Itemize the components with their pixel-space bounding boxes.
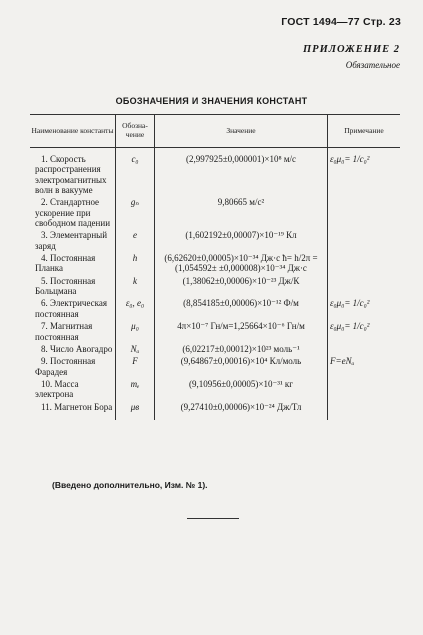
cell-value: 4π×10⁻⁷ Гн/м=1,25664×10⁻⁶ Гн/м — [155, 320, 328, 343]
table-title: ОБОЗНАЧЕНИЯ И ЗНАЧЕНИЯ КОНСТАНТ — [115, 96, 308, 106]
cell-note: ε₀μ₀= 1/c₀² — [328, 297, 401, 320]
cell-symbol: Nₐ — [116, 343, 155, 355]
cell-name: 2. Стандартное ускорение при свободном падении — [35, 197, 111, 229]
cell-symbol: gₙ — [116, 196, 155, 229]
appendix-title: ПРИЛОЖЕНИЕ 2 — [303, 44, 400, 55]
cell-symbol: F — [116, 355, 155, 378]
cell-symbol: h — [116, 252, 155, 275]
cell-note: ε₀μ₀= 1/c₀² — [328, 148, 401, 197]
cell-value: (6,62620±0,00005)×10⁻³⁴ Дж·с ħ= h/2π =(1,054592± ±0,000008)×10⁻³⁴ Дж·с — [155, 252, 328, 275]
table-row — [30, 252, 400, 275]
table-header-row — [30, 115, 400, 148]
column-header-symbol: Обозна-чение — [116, 115, 155, 148]
cell-value: (8,854185±0,00006)×10⁻¹² Ф/м — [155, 297, 328, 320]
cell-symbol: c₀ — [116, 148, 155, 197]
closing-rule — [187, 518, 239, 519]
cell-name: 1. Скорость распространения электромагнитных волн в вакууме — [35, 154, 107, 196]
cell-value: (1,602192±0,00007)×10⁻¹⁹ Кл — [155, 229, 328, 252]
cell-symbol: k — [116, 275, 155, 298]
footnote: (Введено дополнительно, Изм. № 1). — [52, 480, 208, 490]
cell-value: (9,27410±0,00006)×10⁻²⁴ Дж/Тл — [155, 401, 328, 420]
cell-value: (9,64867±0,00016)×10⁴ Кл/моль — [155, 355, 328, 378]
table-row — [30, 355, 400, 378]
table-row — [30, 196, 400, 229]
cell-symbol: μ₀ — [116, 320, 155, 343]
cell-note — [328, 229, 401, 252]
cell-note — [328, 401, 401, 420]
cell-name: 8. Число Авогадро — [41, 343, 113, 354]
appendix-block — [303, 44, 400, 70]
table-row — [30, 148, 400, 197]
cell-note: F=eNₐ — [328, 355, 401, 378]
cell-value: (1,38062±0,00006)×10⁻²³ Дж/К — [155, 275, 328, 298]
table-row — [30, 378, 400, 401]
page-header: ГОСТ 1494—77 Стр. 23 — [281, 16, 401, 28]
appendix-subtitle: Обязательное — [345, 60, 400, 70]
cell-note — [328, 343, 401, 355]
cell-note — [328, 196, 401, 229]
cell-name: 9. Постоянная Фарадея — [35, 356, 96, 377]
cell-name: 11. Магнетон Бора — [41, 401, 113, 412]
table-row — [30, 320, 400, 343]
cell-name: 7. Магнитная постоянная — [35, 321, 93, 342]
cell-name: 4. Постоянная Планка — [35, 253, 96, 274]
table-row — [30, 297, 400, 320]
table-row — [30, 229, 400, 252]
cell-note — [328, 275, 401, 298]
table-row — [30, 275, 400, 298]
cell-value: (2,997925±0,000001)×10⁸ м/с — [155, 148, 328, 197]
cell-name: 3. Элементарный заряд — [35, 230, 108, 251]
constants-table — [30, 114, 400, 420]
cell-value: (6,02217±0,00012)×10²³ моль⁻¹ — [155, 343, 328, 355]
cell-note — [328, 378, 401, 401]
cell-value: 9,80665 м/с² — [155, 196, 328, 229]
column-header-name: Наименование константы — [30, 115, 116, 148]
cell-symbol: e — [116, 229, 155, 252]
cell-name: 6. Электрическая постоянная — [35, 298, 108, 319]
cell-symbol: μв — [116, 401, 155, 420]
cell-name: 10. Масса электрона — [35, 378, 79, 400]
cell-note — [328, 252, 401, 275]
cell-note: ε₀μ₀= 1/c₀² — [328, 320, 401, 343]
cell-symbol: ε₀, e₀ — [116, 297, 155, 320]
column-header-value: Значение — [155, 115, 328, 148]
cell-value: (9,10956±0,00005)×10⁻³¹ кг — [155, 378, 328, 401]
column-header-note: Примечание — [328, 115, 401, 148]
table-row — [30, 401, 400, 420]
table-row — [30, 343, 400, 355]
cell-name: 5. Постоянная Больцмана — [35, 275, 96, 297]
table-body — [30, 148, 400, 420]
cell-symbol: mₑ — [116, 378, 155, 401]
